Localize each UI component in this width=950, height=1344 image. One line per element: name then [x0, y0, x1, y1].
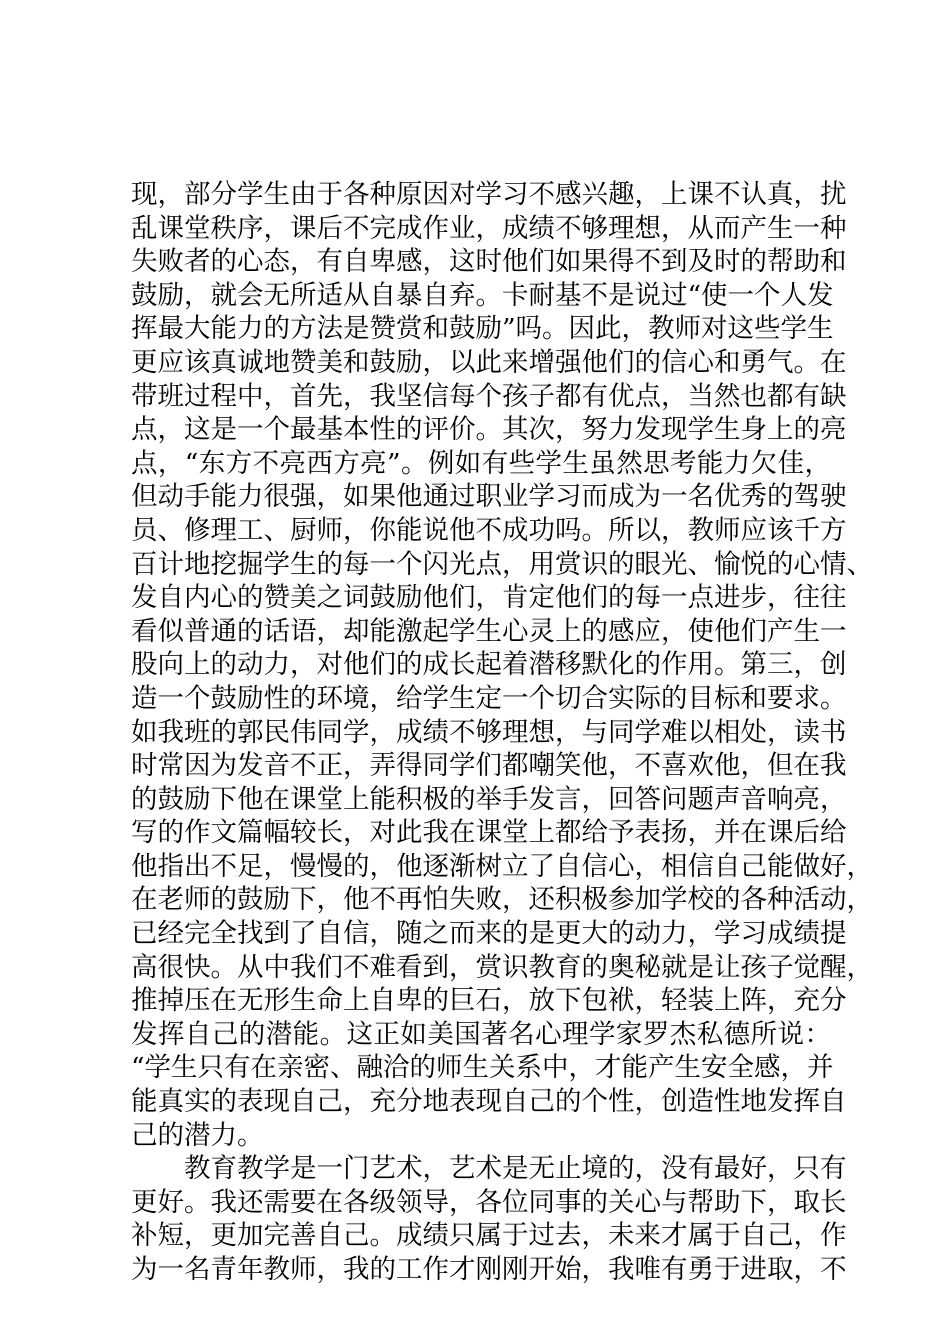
- text-line: 看似普通的话语，却能激起学生心灵上的感应，使他们产生一: [131, 615, 847, 647]
- text-line: 乱课堂秩序，课后不完成作业，成绩不够理想，从而产生一种: [131, 212, 847, 244]
- text-line: 高很快。从中我们不难看到，赏识教育的奥秘就是让孩子觉醒，: [131, 951, 873, 983]
- text-line: 造一个鼓励性的环境，给学生定一个切合实际的目标和要求。: [131, 682, 847, 714]
- text-line: 他指出不足，慢慢的，他逐渐树立了自信心，相信自己能做好，: [131, 850, 873, 882]
- text-line: 现，部分学生由于各种原因对学习不感兴趣，上课不认真，扰: [131, 179, 847, 210]
- text-line: 发挥自己的潜能。这正如美国著名心理学家罗杰私德所说：: [131, 1018, 831, 1050]
- text-line: 的鼓励下他在课堂上能积极的举手发言，回答问题声音响亮，: [131, 783, 847, 815]
- text-line: 员、修理工、厨师，你能说他不成功吗。所以，教师应该千方: [131, 514, 847, 546]
- text-line: 点，这是一个最基本性的评价。其次，努力发现学生身上的亮: [131, 414, 847, 446]
- text-line: 为一名青年教师，我的工作才刚刚开始，我唯有勇于进取，不: [131, 1254, 847, 1285]
- text-line: 点，“东方不亮西方亮”。例如有些学生虽然思考能力欠佳，: [131, 447, 831, 479]
- text-line: 教育教学是一门艺术，艺术是无止境的，没有最好，只有: [184, 1153, 847, 1185]
- text-line: 写的作文篇幅较长，对此我在课堂上都给予表扬，并在课后给: [131, 817, 847, 849]
- text-line: 鼓励，就会无所适从自暴自弃。卡耐基不是说过“使一个人发: [131, 279, 834, 311]
- text-line: 己的潜力。: [131, 1119, 264, 1151]
- text-line: 百计地挖掘学生的每一个闪光点，用赏识的眼光、愉悦的心情、: [131, 548, 873, 580]
- paragraph: [131, 178, 873, 1152]
- text-line: 更好。我还需要在各级领导，各位同事的关心与帮助下，取长: [131, 1186, 847, 1218]
- paragraph: [131, 1152, 847, 1286]
- text-line: 失败者的心态，有自卑感，这时他们如果得不到及时的帮助和: [131, 246, 847, 278]
- text-line: 在老师的鼓励下，他不再怕失败，还积极参加学校的各种活动，: [131, 884, 873, 916]
- text-line: 挥最大能力的方法是赞赏和鼓励”吗。因此，教师对这些学生: [131, 313, 834, 345]
- text-line: 已经完全找到了自信，随之而来的是更大的动力，学习成绩提: [131, 918, 847, 950]
- text-line: 补短，更加完善自己。成绩只属于过去，未来才属于自己，作: [131, 1220, 847, 1252]
- text-line: 带班过程中，首先，我坚信每个孩子都有优点，当然也都有缺: [131, 380, 847, 412]
- text-line: 能真实的表现自己，充分地表现自己的个性，创造性地发挥自: [131, 1086, 847, 1118]
- body-text: [131, 178, 873, 1287]
- text-line: 时常因为发音不正，弄得同学们都嘲笑他，不喜欢他，但在我: [131, 750, 847, 782]
- text-line: 股向上的动力，对他们的成长起着潜移默化的作用。第三，创: [131, 649, 847, 681]
- text-line: 更应该真诚地赞美和鼓励，以此来增强他们的信心和勇气。在: [131, 346, 847, 378]
- text-line: 如我班的郭民伟同学，成绩不够理想，与同学难以相处，读书: [131, 716, 847, 748]
- text-line: 发自内心的赞美之词鼓励他们，肯定他们的每一点进步，往往: [131, 582, 847, 614]
- text-line: “学生只有在亲密、融洽的师生关系中，才能产生安全感，并: [131, 1052, 834, 1084]
- text-line: 推掉压在无形生命上自卑的巨石，放下包袱，轻装上阵，充分: [131, 985, 847, 1017]
- text-line: 但动手能力很强，如果他通过职业学习而成为一名优秀的驾驶: [131, 481, 847, 513]
